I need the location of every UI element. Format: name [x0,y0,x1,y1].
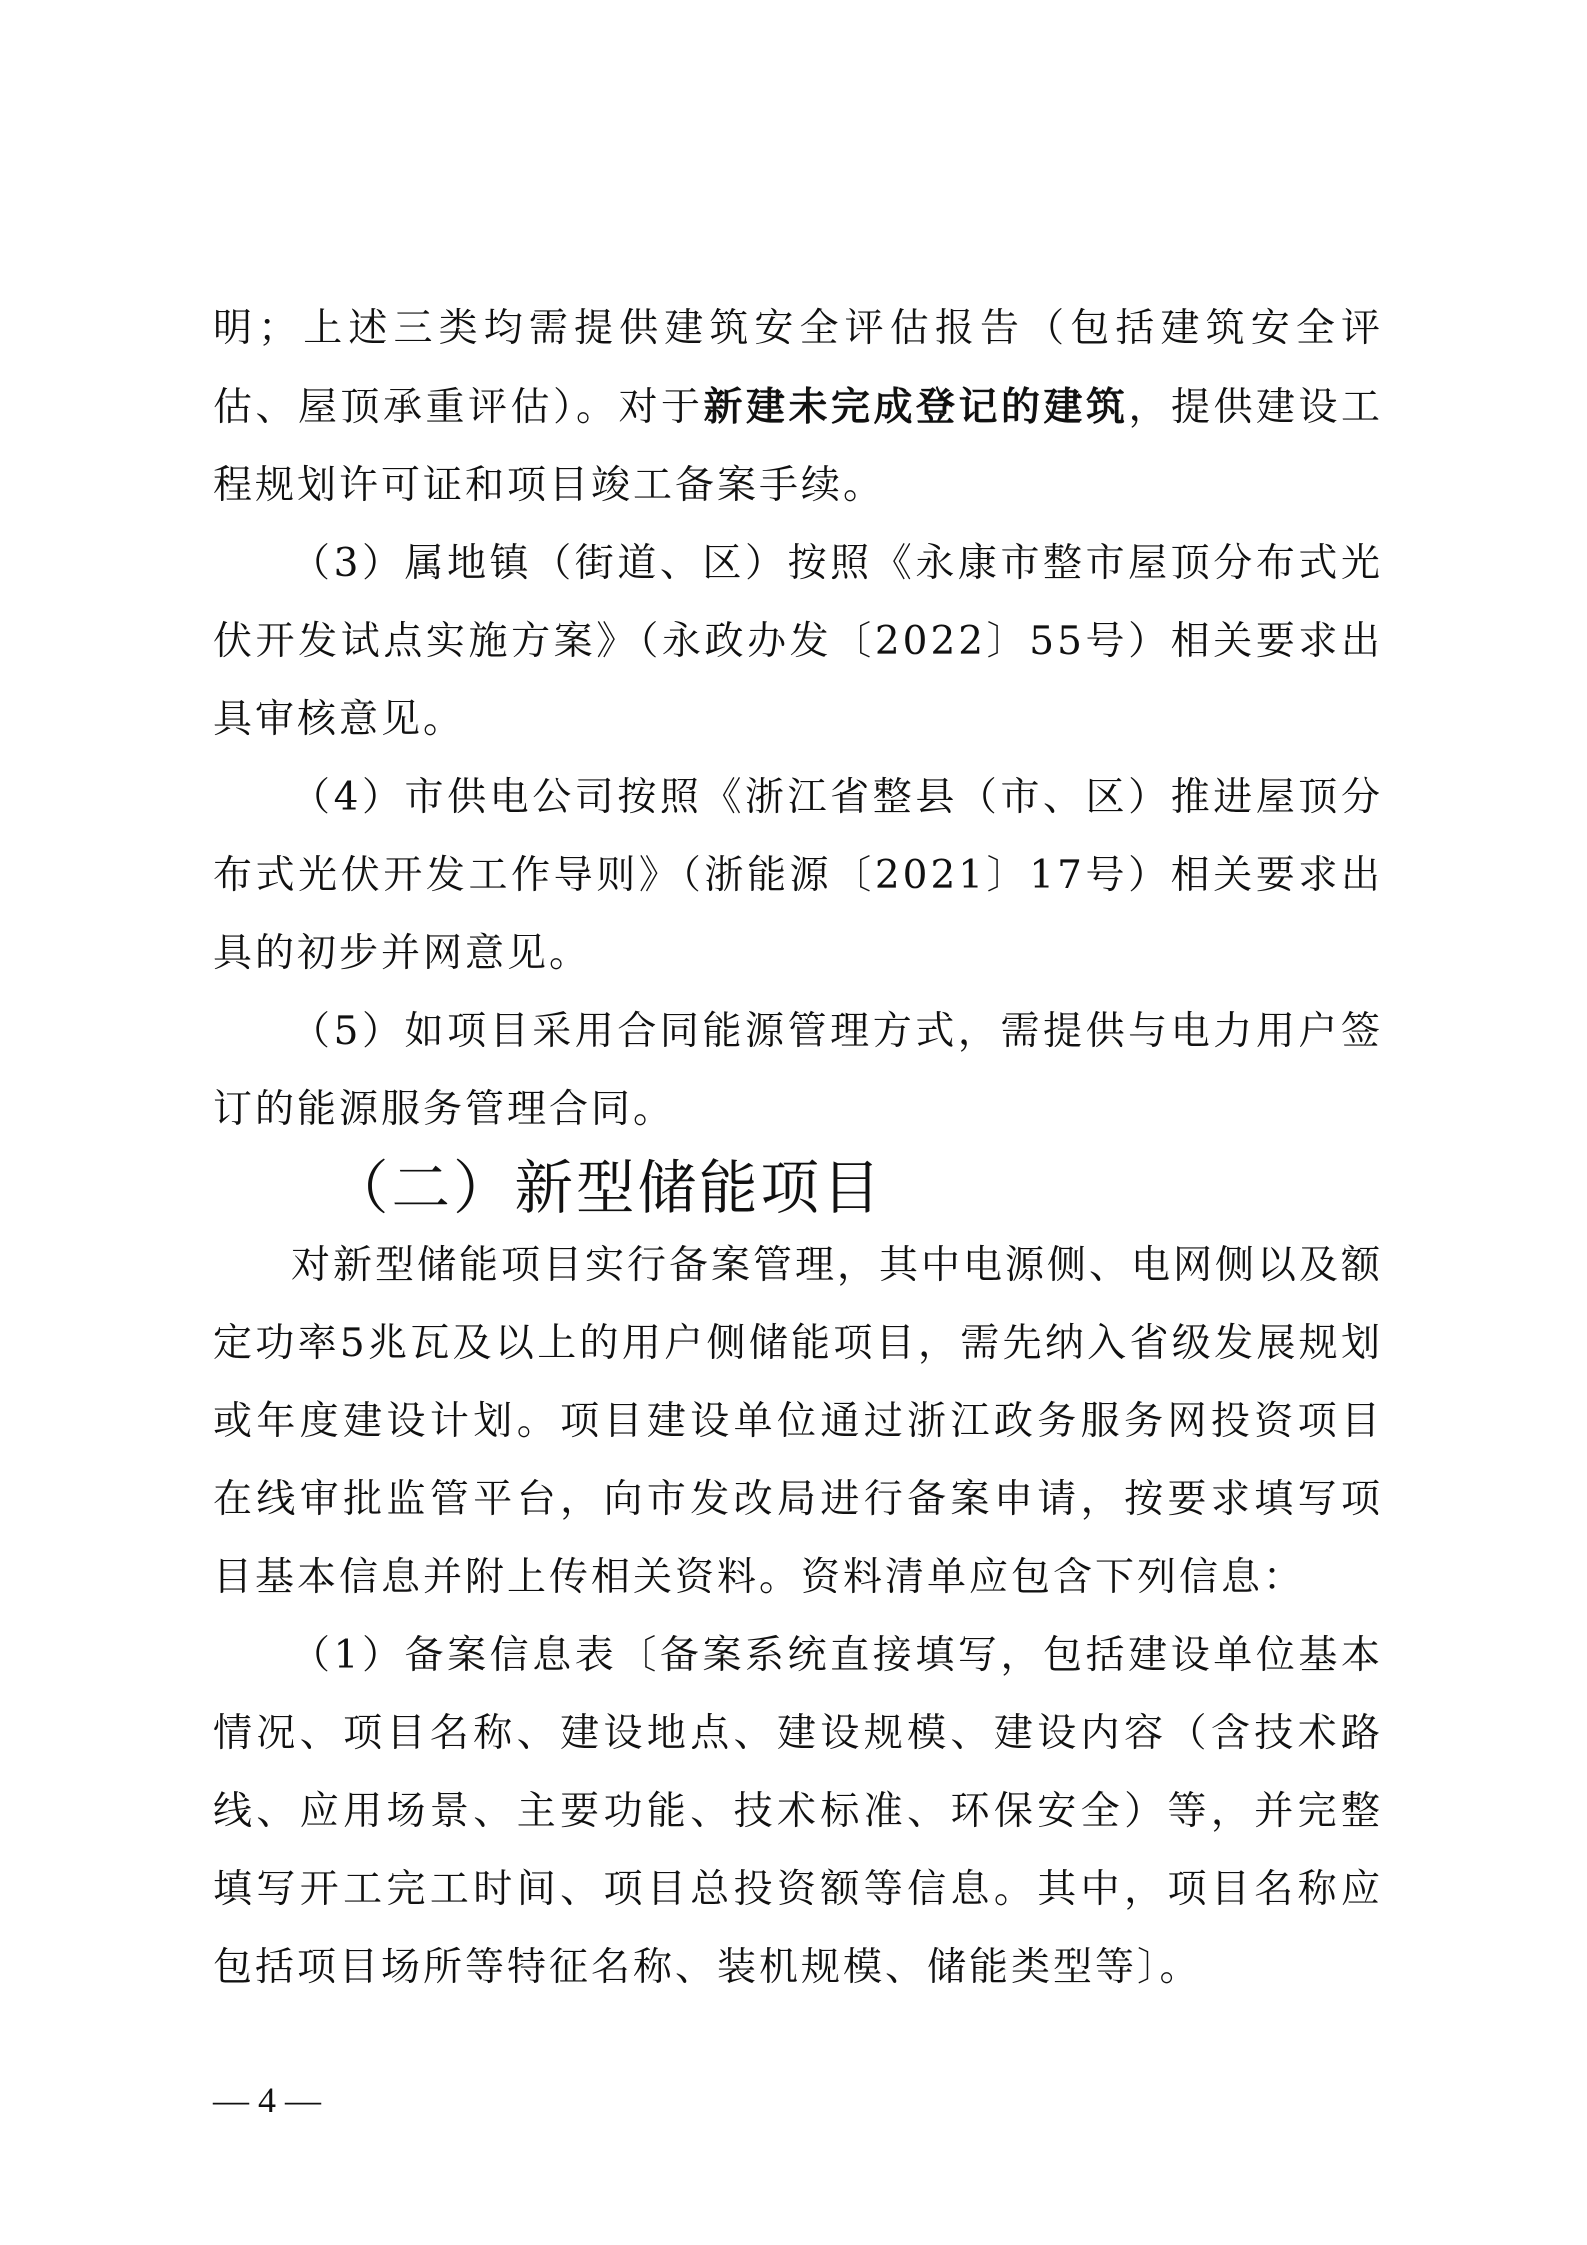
section-heading: （二）新型储能项目 [330,1154,884,1222]
document-body [213,290,1383,2007]
paragraph-item-4 [213,759,1383,993]
paragraph-item-5 [213,993,1383,1149]
paragraph-continuation [213,290,1383,525]
page-number: — 4 — [213,2080,321,2120]
paragraph-storage-intro [213,1227,1383,1617]
paragraph-text: （5）如项目采用合同能源管理方式，需提供与电力用户签订的能源服务管理合同。 [213,1009,1383,1132]
paragraph-item-3 [213,525,1383,759]
paragraph-storage-item-1 [213,1617,1383,2007]
paragraph-text: （4）市供电公司按照《浙江省整县（市、区）推进屋顶分布式光伏开发工作导则》（浙能源〔2021〕17号）相关要求出具的初步并网意见。 [213,775,1383,976]
paragraph-text: （3）属地镇（街道、区）按照《永康市整市屋顶分布式光伏开发试点实施方案》（永政办发〔2022〕55号）相关要求出具审核意见。 [213,541,1383,742]
paragraph-text: 明；上述三类均需提供建筑安全评估报告（包括建筑安全评估、屋顶承重评估）。对于 [213,306,1383,430]
paragraph-text: 对新型储能项目实行备案管理，其中电源侧、电网侧以及额定功率5兆瓦及以上的用户侧储能项目，需先纳入省级发展规划或年度建设计划。项目建设单位通过浙江政务服务网投资项目在线审批监管平台，向市发改局进行备案申请，按要求填写项目基本信息并附上传相关资料。资料清单应包含下列信息： [213,1243,1384,1600]
emphasized-text: 新建未完成登记的建筑 [703,384,1129,430]
paragraph-text: （1）备案信息表〔备案系统直接填写，包括建设单位基本情况、项目名称、建设地点、建设规模、建设内容（含技术路线、应用场景、主要功能、技术标准、环保安全）等，并完整填写开工完工时间、项目总投资额等信息。其中，项目名称应包括项目场所等特征名称、装机规模、储能类型等〕。 [213,1633,1383,1990]
paragraph-text: ，提供建设工程规划许可证和项目竣工备案手续。 [213,385,1383,508]
